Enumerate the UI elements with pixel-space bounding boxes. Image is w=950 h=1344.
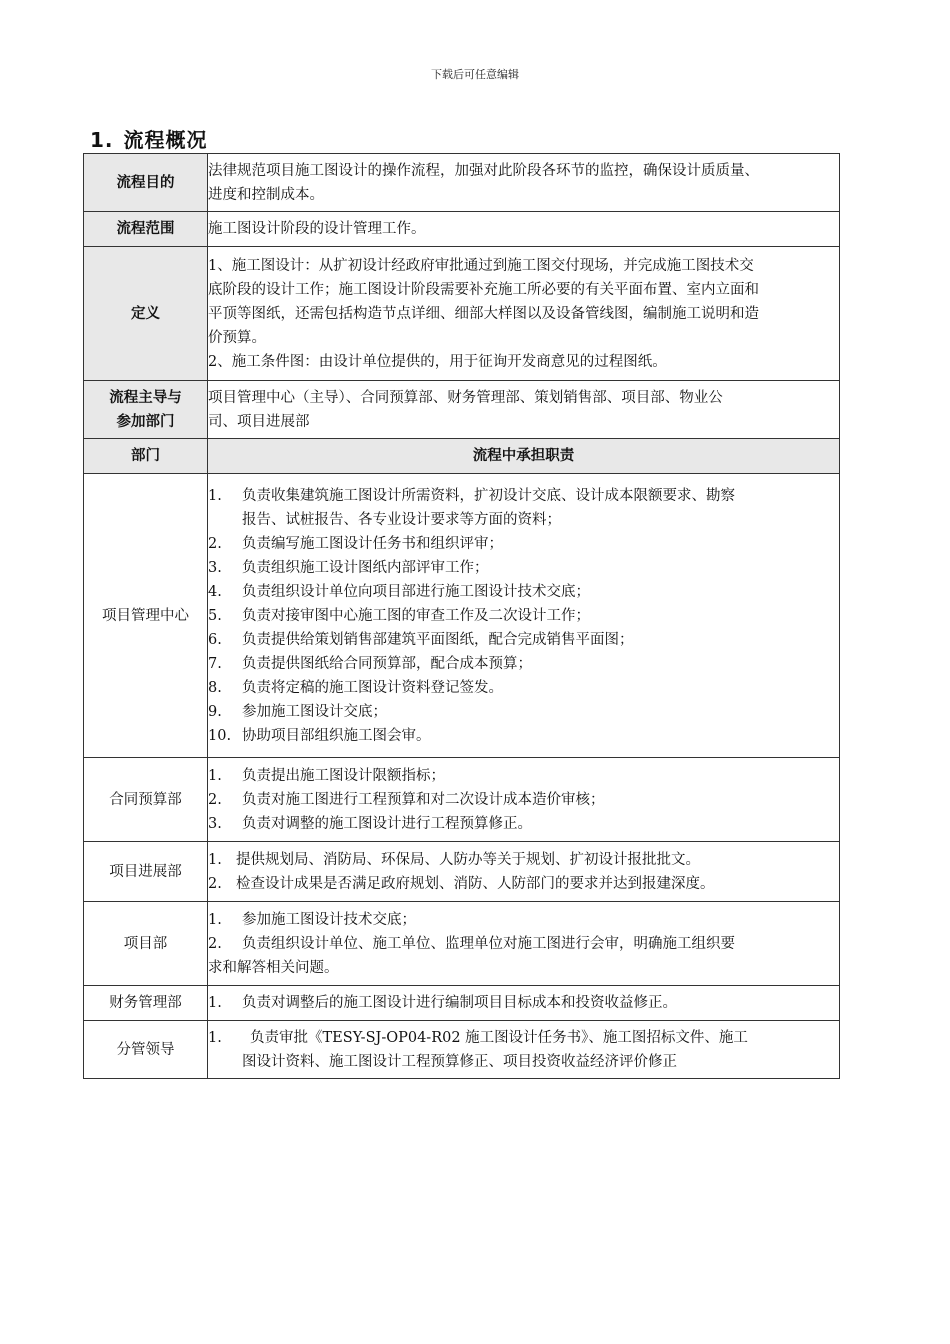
section-number: 1. <box>90 128 114 152</box>
dept-row <box>84 1021 840 1079</box>
lead-line: 项目管理中心（主导）、合同预算部、财务管理部、策划销售部、项目部、物业公 <box>208 389 723 406</box>
duty-item <box>208 872 839 896</box>
duty-text: 负责提供给策划销售部建筑平面图纸，配合完成销售平面图； <box>242 631 634 648</box>
duty-number: 1. <box>208 995 222 1011</box>
duty-text-line: 报告、试桩报告、各专业设计要求等方面的资料； <box>242 511 561 528</box>
dept-duties <box>208 902 840 986</box>
definition-line: 价预算。 <box>208 329 266 346</box>
duty-number: 2. <box>208 791 222 808</box>
duties-header: 流程中承担职责 <box>208 439 840 474</box>
duty-item <box>208 580 839 604</box>
definition-row <box>84 247 840 381</box>
duty-number: 1. <box>208 487 222 504</box>
dept-name: 项目进展部 <box>84 842 208 902</box>
process-overview-table <box>83 153 840 1079</box>
duty-item <box>208 908 839 932</box>
definition-line: 底阶段的设计工作；施工图设计阶段需要补充施工所必要的有关平面布置、室内立面和 <box>208 281 759 298</box>
duty-text: 负责审批《TESY-SJ-OP04-R02 施工图设计任务书》、施工图招标文件、施工 <box>250 1029 748 1046</box>
lead-value <box>208 381 840 439</box>
dept-name: 分管领导 <box>84 1021 208 1079</box>
duty-text: 负责对调整后的施工图设计进行编制项目目标成本和投资收益修正。 <box>242 995 677 1011</box>
duty-item <box>208 724 839 748</box>
duty-item <box>208 628 839 652</box>
dept-name: 项目部 <box>84 902 208 986</box>
duty-text-line: 负责收集建筑施工图设计所需资料，扩初设计交底、设计成本限额要求、勘察 <box>242 487 735 504</box>
lead-label-line: 参加部门 <box>116 413 175 430</box>
section-title <box>90 124 208 153</box>
definition-line: 2、施工条件图：由设计单位提供的，用于征询开发商意见的过程图纸。 <box>208 353 667 370</box>
duty-number: 10. <box>208 727 232 744</box>
responsibility-header-row <box>84 439 840 474</box>
dept-row <box>84 986 840 1021</box>
duty-item <box>208 700 839 724</box>
duty-number: 2. <box>208 875 222 892</box>
dept-name: 项目管理中心 <box>84 474 208 758</box>
lead-label-line: 流程主导与 <box>109 389 182 406</box>
duty-item <box>208 848 839 872</box>
section-title-text: 流程概况 <box>123 128 208 152</box>
dept-duties <box>208 986 840 1021</box>
dept-duties <box>208 1021 840 1079</box>
duty-item <box>208 991 839 1015</box>
duty-item-continuation: 图设计资料、施工图设计工程预算修正、项目投资收益经济评价修正 <box>242 1053 677 1070</box>
duty-item <box>208 604 839 628</box>
dept-row <box>84 902 840 986</box>
dept-row <box>84 474 840 758</box>
scope-row <box>84 212 840 247</box>
duty-item-continuation: 求和解答相关问题。 <box>208 959 339 976</box>
duty-text: 负责对接审图中心施工图的审查工作及二次设计工作； <box>242 607 590 624</box>
duty-number: 3. <box>208 559 222 576</box>
duty-number: 2. <box>208 535 222 552</box>
dept-duties <box>208 842 840 902</box>
duty-text <box>242 484 735 532</box>
purpose-row <box>84 154 840 212</box>
duty-number: 3. <box>208 815 222 832</box>
scope-value: 施工图设计阶段的设计管理工作。 <box>208 212 840 247</box>
purpose-value <box>208 154 840 212</box>
duty-text: 负责提出施工图设计限额指标； <box>242 767 445 784</box>
duty-text: 参加施工图设计技术交底； <box>242 911 416 928</box>
duty-number: 2. <box>208 935 222 952</box>
purpose-line: 法律规范项目施工图设计的操作流程，加强对此阶段各环节的监控，确保设计质质量、 <box>208 162 759 179</box>
duty-text: 负责对施工图进行工程预算和对二次设计成本造价审核； <box>242 791 605 808</box>
duty-text: 负责提供图纸给合同预算部，配合成本预算； <box>242 655 532 672</box>
duty-text: 参加施工图设计交底； <box>242 703 387 720</box>
duty-text: 负责组织施工设计图纸内部评审工作； <box>242 559 489 576</box>
scope-label: 流程范围 <box>84 212 208 247</box>
definition-line: 平顶等图纸，还需包括构造节点详细、细部大样图以及设备管线图，编制施工说明和造 <box>208 305 759 322</box>
duty-item <box>208 676 839 700</box>
duty-text: 协助项目部组织施工图会审。 <box>242 727 431 744</box>
duty-text: 提供规划局、消防局、环保局、人防办等关于规划、扩初设计报批批文。 <box>236 851 700 868</box>
duty-text: 负责编写施工图设计任务书和组织评审； <box>242 535 503 552</box>
dept-duties <box>208 474 840 758</box>
duty-item <box>208 484 839 532</box>
lead-line: 司、项目进展部 <box>208 413 310 430</box>
lead-label <box>84 381 208 439</box>
definition-line: 1、施工图设计：从扩初设计经政府审批通过到施工图交付现场，并完成施工图技术交 <box>208 257 754 274</box>
duty-number: 8. <box>208 679 222 696</box>
duty-number: 9. <box>208 703 222 720</box>
duty-number: 1. <box>208 1029 222 1046</box>
duty-item <box>208 652 839 676</box>
purpose-line: 进度和控制成本。 <box>208 186 324 203</box>
dept-name: 合同预算部 <box>84 758 208 842</box>
duty-item <box>208 812 839 836</box>
purpose-label: 流程目的 <box>84 154 208 212</box>
dept-row <box>84 758 840 842</box>
duty-number: 1. <box>208 767 222 784</box>
duty-number: 4. <box>208 583 222 600</box>
duty-number: 5. <box>208 607 222 624</box>
duty-number: 1. <box>208 911 222 928</box>
duty-number: 7. <box>208 655 222 672</box>
dept-duties <box>208 758 840 842</box>
duty-item <box>208 764 839 788</box>
duty-item <box>208 532 839 556</box>
lead-row <box>84 381 840 439</box>
header-note: 下载后可任意编辑 <box>431 68 519 81</box>
dept-header: 部门 <box>84 439 208 474</box>
duty-number: 1. <box>208 851 222 868</box>
duty-text: 负责组织设计单位向项目部进行施工图设计技术交底； <box>242 583 590 600</box>
duty-item <box>208 932 839 956</box>
duty-number: 6. <box>208 631 222 648</box>
duty-text: 负责将定稿的施工图设计资料登记签发。 <box>242 679 503 696</box>
duty-item <box>208 1026 839 1050</box>
definition-value <box>208 247 840 381</box>
duty-text: 负责组织设计单位、施工单位、监理单位对施工图进行会审，明确施工组织要 <box>242 935 735 952</box>
definition-label: 定义 <box>84 247 208 381</box>
dept-row <box>84 842 840 902</box>
duty-text: 检查设计成果是否满足政府规划、消防、人防部门的要求并达到报建深度。 <box>236 875 715 892</box>
duty-text: 负责对调整的施工图设计进行工程预算修正。 <box>242 815 532 832</box>
duty-item <box>208 788 839 812</box>
dept-name: 财务管理部 <box>84 986 208 1021</box>
duty-item <box>208 556 839 580</box>
